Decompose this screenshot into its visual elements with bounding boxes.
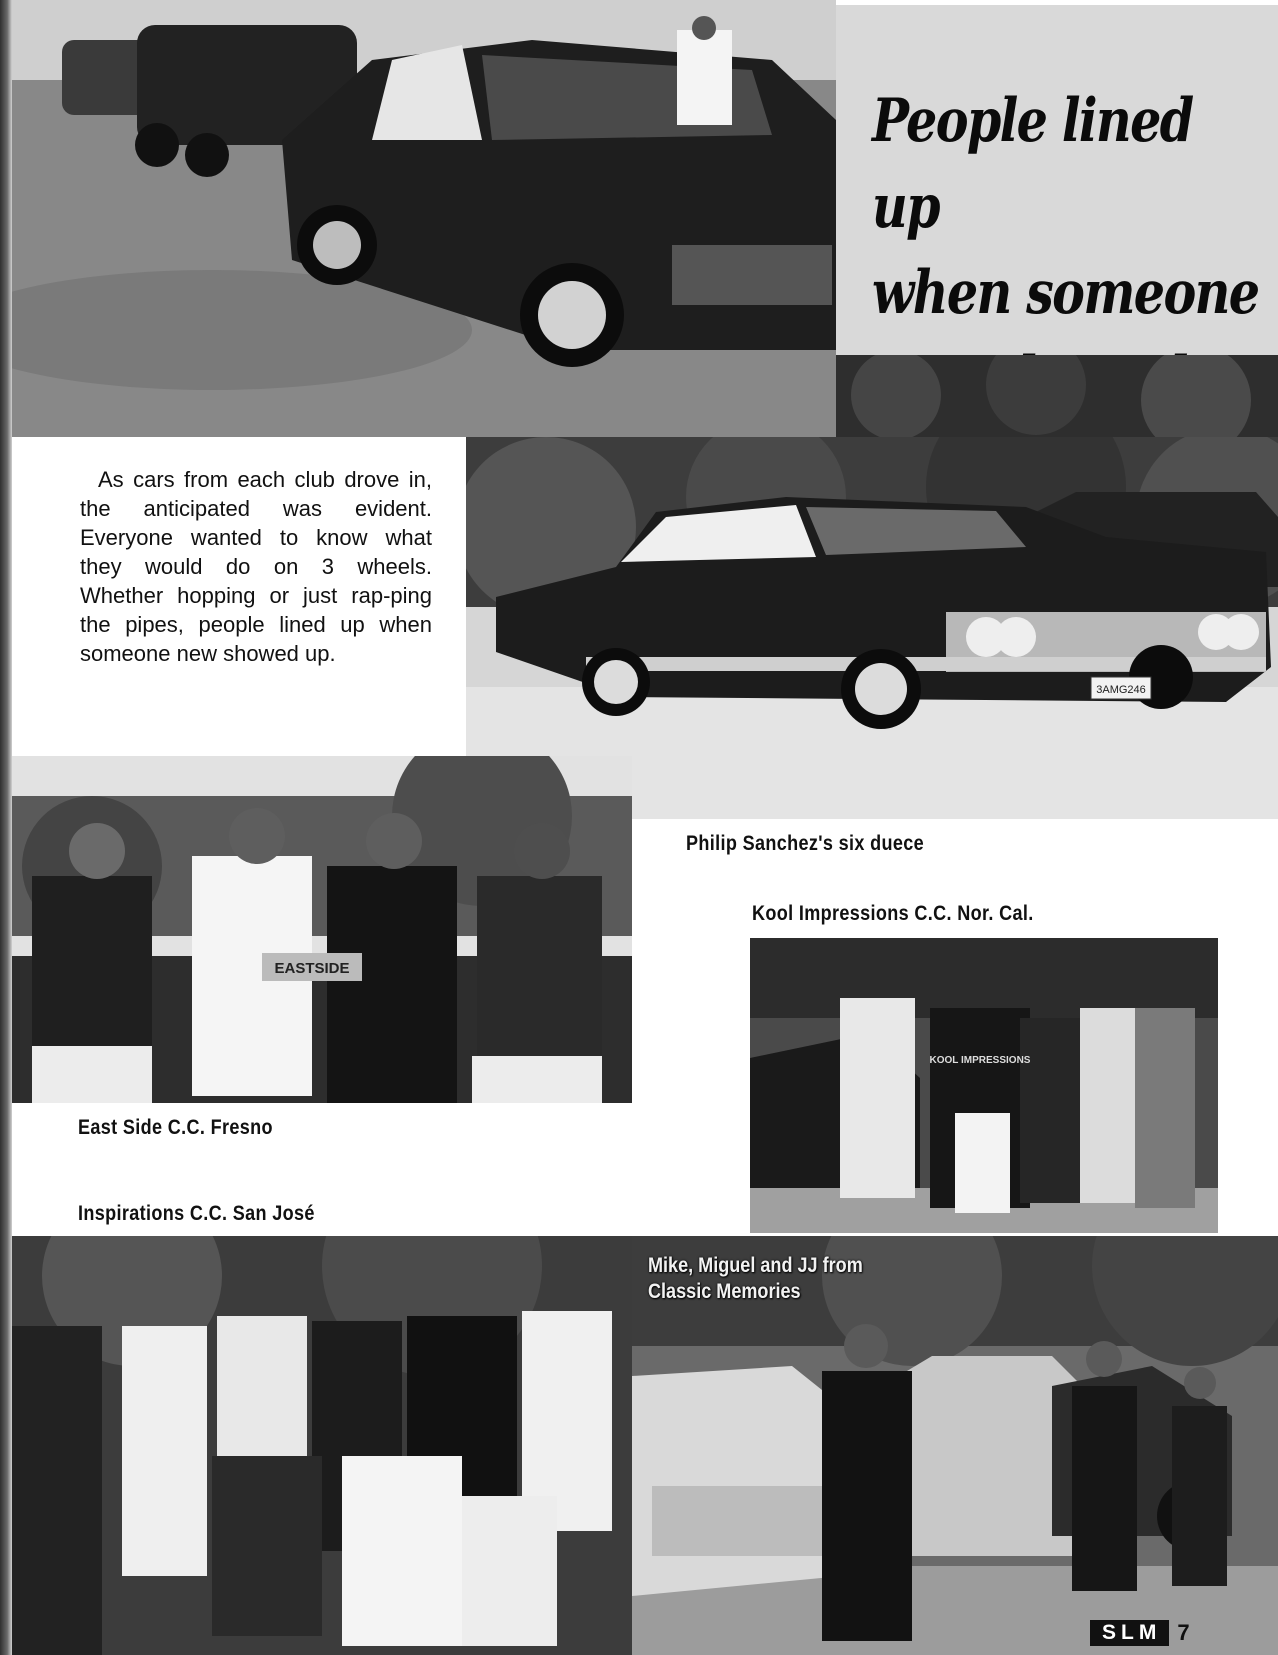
- page-binding-edge: [0, 0, 12, 1655]
- impala-license-plate: 3AMG246: [1096, 684, 1146, 696]
- eastside-plaque-text: EASTSIDE: [274, 960, 350, 977]
- caption-classic-memories: [648, 1253, 906, 1305]
- photo-cars-lined-up: [12, 0, 836, 437]
- magazine-badge: SLM: [1090, 1620, 1169, 1646]
- caption-kool-impressions: Kool Impressions C.C. Nor. Cal.: [752, 902, 1034, 925]
- photo-inspirations-cc: [12, 1236, 632, 1655]
- caption-classic-memories-line-2: Classic Memories: [648, 1280, 801, 1303]
- kool-shirt-text: KOOL IMPRESSIONS: [929, 1055, 1031, 1066]
- photo-tree-strip: [836, 355, 1278, 437]
- caption-six-duece: Philip Sanchez's six duece: [686, 832, 925, 855]
- article-body: As cars from each club drove in, the anticipated was evident. Everyone wanted to know what they would do on 3 wheels. Whether hopping or just rap-ping the pipes, people lined up when someone new showed up.: [80, 467, 432, 666]
- caption-east-side: East Side C.C. Fresno: [78, 1116, 273, 1139]
- caption-classic-memories-line-1: Mike, Miguel and JJ from: [648, 1254, 863, 1277]
- caption-inspirations: Inspirations C.C. San José: [78, 1202, 315, 1225]
- photo-east-side-cc: [12, 756, 632, 1103]
- pull-quote-line-1: People lined up: [872, 86, 1193, 242]
- photo-kool-impressions-cc: [750, 938, 1218, 1233]
- page-folio: [1090, 1619, 1190, 1647]
- page-number: 7: [1177, 1620, 1190, 1645]
- pull-quote-line-2: when someone: [872, 258, 1259, 328]
